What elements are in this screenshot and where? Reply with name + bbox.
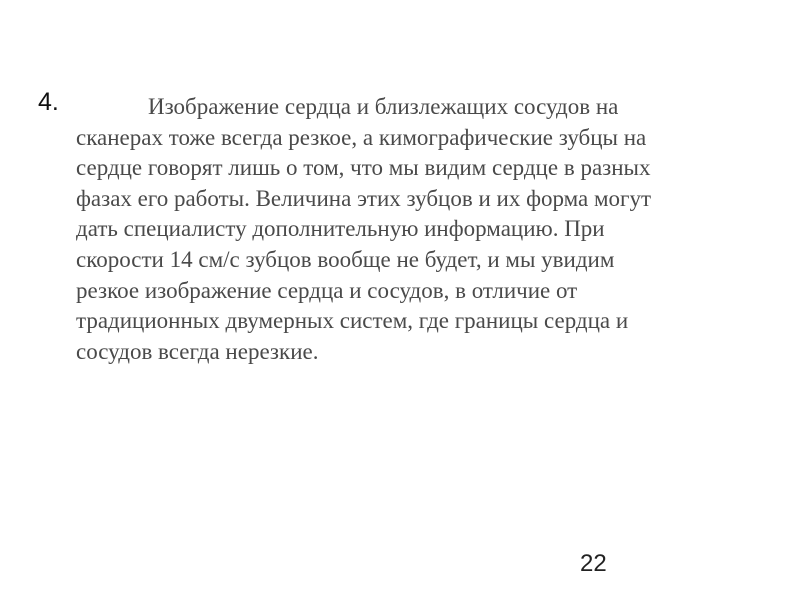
page-number: 22 [580, 550, 607, 577]
list-item-number: 4. [38, 88, 59, 116]
paragraph-line: Изображение сердца и близлежащих сосудов на [148, 94, 619, 119]
paragraph-line: дать специалисту дополнительную информацию. При [76, 216, 605, 242]
paragraph-line: сосудов всегда нерезкие. [76, 338, 319, 364]
paragraph-line: резкое изображение сердца и сосудов, в отличие от [76, 277, 578, 303]
paragraph-line: традиционных двумерных систем, где границы сердца и [76, 308, 629, 334]
paragraph-line: фазах его работы. Величина этих зубцов и их форма могут [76, 185, 652, 211]
paragraph-line: скорости 14 см/с зубцов вообще не будет, и мы увидим [76, 246, 615, 272]
paragraph-text [76, 92, 776, 367]
paragraph-line: сердце говорят лишь о том, что мы видим сердце в разных [76, 155, 651, 181]
paragraph-line: сканерах тоже всегда резкое, а кимографические зубцы на [76, 124, 647, 150]
